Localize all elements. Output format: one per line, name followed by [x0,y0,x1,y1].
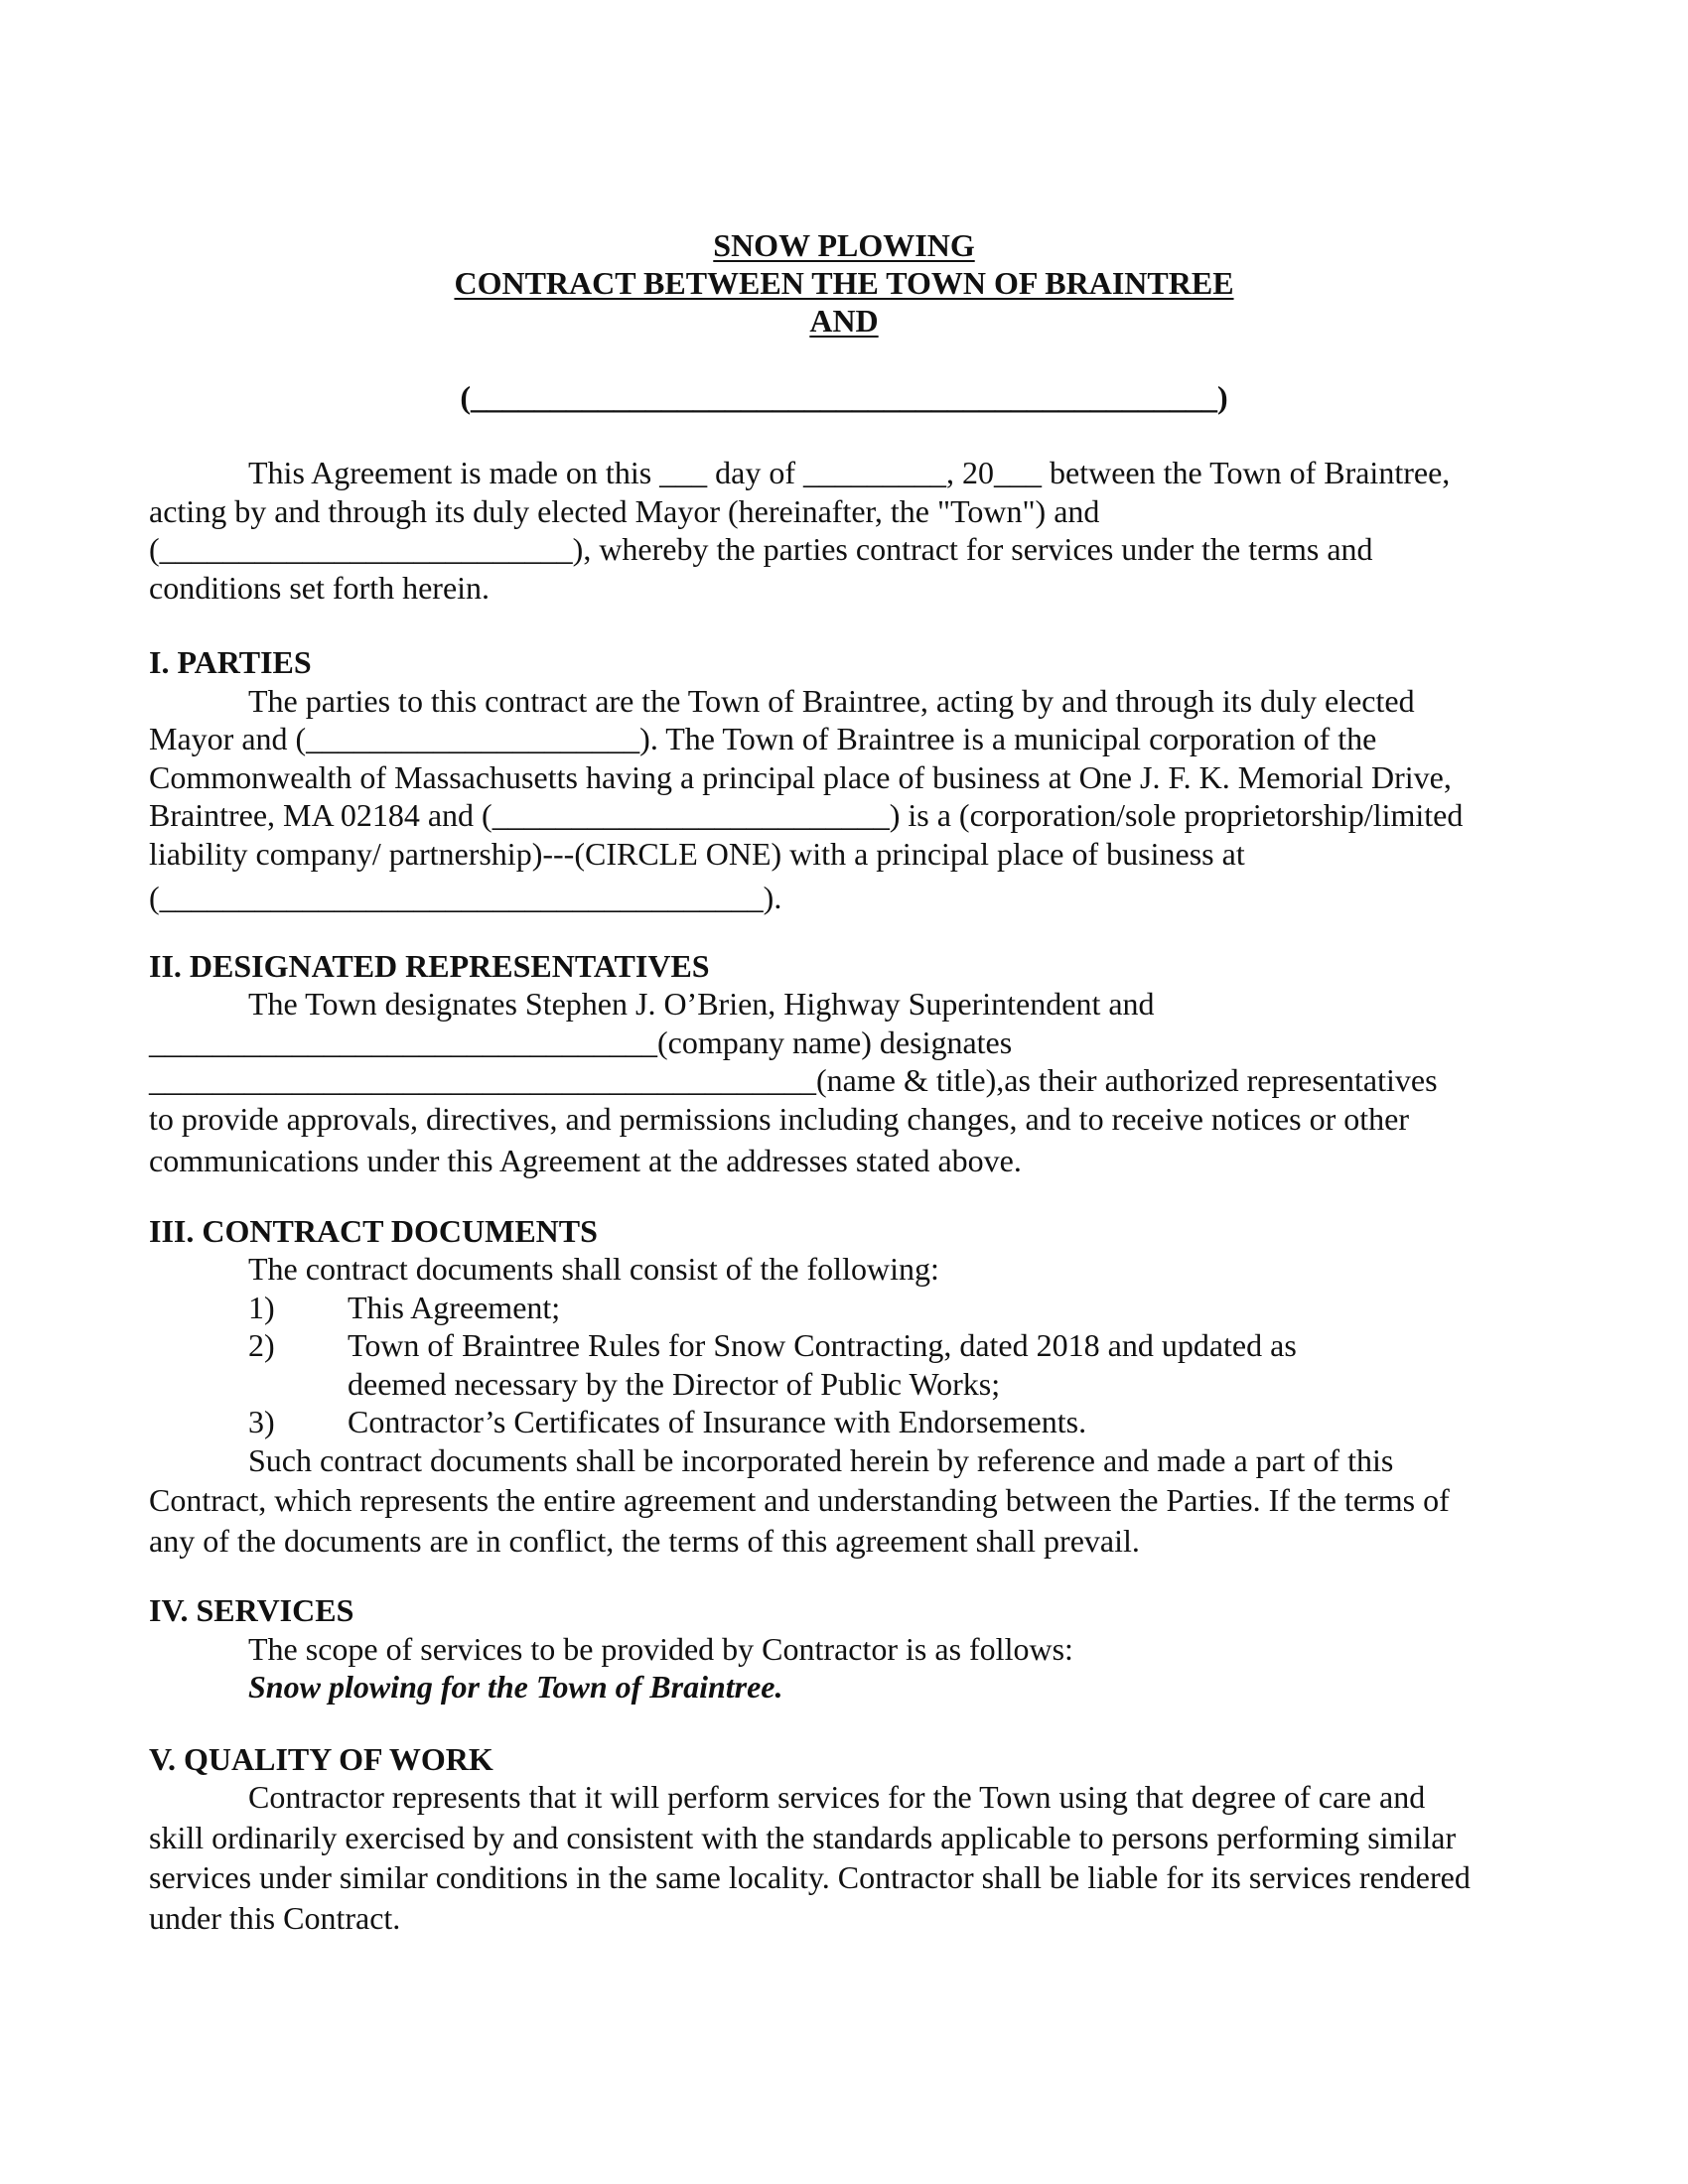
section-designated-representatives [149,947,1539,1180]
intro-line-4: conditions set forth herein. [149,569,491,606]
section-heading-quality-of-work: V. QUALITY OF WORK [149,1740,493,1777]
contract-documents-intro: The contract documents shall consist of the following: [248,1251,939,1287]
services-scope: Snow plowing for the Town of Braintree. [248,1669,783,1705]
intro-paragraph [149,454,1539,607]
intro-line-2: acting by and through its duly elected Mayor (hereinafter, the "Town") and [149,492,1100,529]
list-item [248,1326,1539,1403]
section-heading-services: IV. SERVICES [149,1592,354,1628]
section-contract-documents [149,1212,1539,1561]
section-quality-of-work [149,1740,1539,1938]
list-item-number: 2) [248,1327,275,1363]
representatives-line-2: ________________________________(company name) designates [149,1024,1013,1060]
contract-documents-line-1: Such contract documents shall be incorporated herein by reference and made a part of this [248,1441,1394,1478]
parties-line-6: (______________________________________). [149,880,782,915]
intro-line-3: (__________________________), whereby the parties contract for services under the terms and [149,531,1373,567]
section-services [149,1591,1539,1706]
section-heading-parties: I. PARTIES [149,644,312,680]
parties-line-4: Braintree, MA 02184 and (_________________________) is a (corporation/sole proprietorship/limited [149,797,1464,833]
party-name-blank: (_______________________________________________) [460,379,1228,415]
list-item-text: Contractor’s Certificates of Insurance with Endorsements. [348,1404,1087,1439]
list-item [248,1403,1539,1441]
list-item-text: Town of Braintree Rules for Snow Contracting, dated 2018 and updated as deemed necessary by the Director of Public Works; [348,1327,1297,1402]
representatives-line-4: to provide approvals, directives, and permissions including changes, and to receive notices or other [149,1100,1409,1137]
section-heading-representatives: II. DESIGNATED REPRESENTATIVES [149,947,710,984]
services-line-1: The scope of services to be provided by Contractor is as follows: [248,1630,1073,1667]
title-line-2: CONTRACT BETWEEN THE TOWN OF BRAINTREE [454,265,1234,301]
quality-line-3: services under similar conditions in the same locality. Contractor shall be liable for its services rendered [149,1859,1471,1895]
contract-documents-line-2: Contract, which represents the entire agreement and understanding between the Parties. If the terms of [149,1482,1450,1518]
representatives-line-1: The Town designates Stephen J. O’Brien, Highway Superintendent and [248,986,1155,1022]
contract-documents-line-3: any of the documents are in conflict, the terms of this agreement shall prevail. [149,1522,1140,1559]
quality-line-4: under this Contract. [149,1899,401,1936]
quality-line-1: Contractor represents that it will perform services for the Town using that degree of care and [248,1779,1426,1815]
section-parties [149,643,1539,917]
section-heading-contract-documents: III. CONTRACT DOCUMENTS [149,1212,598,1249]
parties-line-5: liability company/ partnership)---(CIRCLE ONE) with a principal place of business at [149,835,1245,872]
parties-line-1: The parties to this contract are the Town of Braintree, acting by and through its duly elected [248,682,1415,719]
intro-line-1: This Agreement is made on this ___ day of _________, 20___ between the Town of Braintree, [248,455,1451,490]
title-line-3: AND [809,303,879,339]
list-item-number: 3) [248,1404,275,1439]
quality-line-2: skill ordinarily exercised by and consistent with the standards applicable to persons performing similar [149,1819,1457,1855]
list-item [248,1289,1539,1327]
parties-line-2: Mayor and (_____________________). The Town of Braintree is a municipal corporation of the [149,721,1377,756]
parties-line-3: Commonwealth of Massachusetts having a principal place of business at One J. F. K. Memorial Drive, [149,758,1452,795]
representatives-line-3: __________________________________________(name & title),as their authorized representatives [149,1062,1438,1098]
title-line-1: SNOW PLOWING [713,227,975,263]
list-item-text: This Agreement; [348,1289,561,1325]
representatives-line-5: communications under this Agreement at the addresses stated above. [149,1143,1022,1178]
document-title [149,226,1539,340]
contract-page [149,226,1539,1937]
list-item-number: 1) [248,1289,275,1325]
